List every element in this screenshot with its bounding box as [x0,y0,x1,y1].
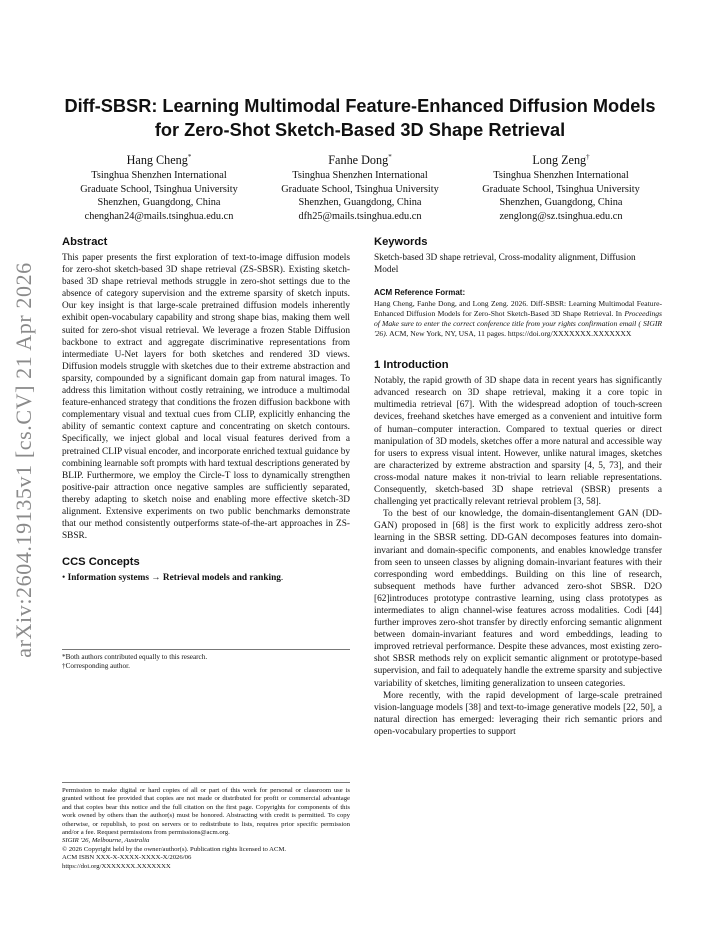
author-mark: * [187,153,192,161]
permission-block [62,782,350,871]
ccs-item-a: Information systems [67,573,149,584]
acm-reference-italic: Proceedings of Make sure to enter the correct conference title from your rights confirmation email ( SIGIR '26). [374,309,662,339]
arrow-icon: → [151,573,161,584]
author-email: dfh25@mails.tsinghua.edu.cn [298,210,422,222]
intro-paragraph-2: To the best of our knowledge, the domain-disentanglement GAN (DD-GAN) proposed in [68] is the first work to explicitly address zero-shot learning in the SBSR setting. DD-GAN decomposes features into domain-invariant and domain-specific components, and enables knowledge transfer from seen to unseen classes by aligning domain-invariant features with their corresponding word embeddings. Building on this line of research, subsequent methods have further advanced zero-shot SBSR. D2O [62]introduces prototype contrastive learning, using class prototypes as intermediates to align channel-wise features across modalities. Codi [44] further improves zero-shot transfer by directly enforcing semantic alignment between domain-invariant features and word embeddings, leading to improved retrieval performance. Despite these advances, most existing zero-shot SBSR methods rely on explicit semantic alignment or prototype-based supervision, and fail to adequately handle the extreme sparsity and subjective variability of sketches, limiting generalization to unseen categories. [374,509,662,689]
author-affiliation: Tsinghua Shenzhen International [292,170,428,182]
permission-text: Permission to make digital or hard copies of all or part of this work for personal or classroom use is granted without fee provided that copies are not made or distributed for profit or commercial advantage and that copies bear this notice and the full citation on the first page. Copyrights for components of this work owned by others than the author(s) must be honored. Abstracting with credit is permitted. To copy otherwise, or republish, to post on servers or to redistribute to lists, requires prior specific permission and/or a fee. Request permissions from permissions@acm.org. [62,787,350,837]
keywords-heading: Keywords [374,236,428,248]
author-mark: * [388,153,392,161]
arxiv-stamp-text: arXiv:2604.19135v1 [cs.CV] 21 Apr 2026 [11,262,36,658]
acm-reference-part-2: ACM, New York, NY, USA, 11 pages. https://doi.org/XXXXXXX.XXXXXXX [387,329,632,339]
abstract-text: This paper presents the first exploration of text-to-image diffusion models for zero-shot sketch-based 3D shape retrieval (ZS-SBSR). Existing sketch-based 3D shape retrieval methods struggle in zero-shot settings due to the absence of category supervision and the extreme sparsity of sketch inputs. Our key insight is that large-scale pretrained diffusion models inherently exhibit open-vocabulary capability and strong shape bias, making them well suited for zero-shot visual retrieval. We leverage a frozen Stable Diffusion backbone to extract and aggregate discriminative representations from intermediate U-Net layers for both sketches and rendered 3D views. Diffusion models struggle with sketches due to their extreme abstraction and sparsity, compounded by a significant domain gap from natural images. To address this limitation without costly retraining, we introduce a multimodal feature-enhanced strategy that conditions the frozen diffusion backbone with complementary visual and textual cues from CLIP, explicitly enhancing the ability of semantic context capture and concentrating on sketch contours. Specifically, we inject global and local visual features derived from a pretrained CLIP visual encoder, and incorporate enriched textual guidance by combining learnable soft prompts with hard textual descriptions generated by BLIP. Furthermore, we employ the Circle-T loss to dynamically strengthen positive-pair attraction once negative samples are sufficiently separated, thereby adapting to sketch noise and enabling more effective sketch-3D alignment. Extensive experiments on two public benchmarks demonstrate that our method consistently outperforms state-of-the-art approaches in ZS-SBSR. [62,253,350,542]
author-mark: † [586,153,590,161]
intro-paragraph-3: More recently, with the rapid development of large-scale pretrained vision-language models [38] and text-to-image generative models [22, 50], a natural direction has emerged: leveraging their rich semantic priors and open-vocabulary properties to support [374,690,662,737]
right-column [374,236,662,738]
doi-link[interactable]: https://doi.org/XXXXXXX.XXXXXXX [62,862,171,870]
acm-reference-part-1: Hang Cheng, Fanhe Dong, and Long Zeng. 2026. Diff-SBSR: Learning Multimodal Feature-Enhanced Diffusion Models for Zero-Shot Sketch-Based 3D Shape Retrieval. In [374,299,662,319]
left-column [62,236,350,584]
ccs-end: . [280,573,284,584]
arxiv-stamp [4,240,44,680]
footnote-corresponding: †Corresponding author. [62,662,130,671]
copyright-text: © 2026 Copyright held by the owner/author(s). Publication rights licensed to ACM. [62,845,287,853]
author-block [64,151,656,223]
author-email: zenglong@sz.tsinghua.edu.cn [499,210,623,222]
venue-text: SIGIR '26, Melbourne, Australia [62,837,150,845]
author-name: Long Zeng [532,153,587,168]
author-location: Shenzhen, Guangdong, China [298,197,422,209]
ccs-item-b: Retrieval models and ranking [162,573,281,584]
isbn-text: ACM ISBN XXX-X-XXXX-XXXX-X/2026/06 [62,854,192,862]
author-affiliation: Graduate School, Tsinghua University [80,183,238,195]
author-3 [466,151,656,223]
footnotes [62,649,350,671]
author-affiliation: Tsinghua Shenzhen International [91,170,227,182]
paper-title: Diff-SBSR: Learning Multimodal Feature-Enhanced Diffusion Models for Zero-Shot Sketch-Based 3D Shape Retrieval [64,96,656,140]
author-1 [64,151,254,223]
author-location: Shenzhen, Guangdong, China [499,197,623,209]
intro-paragraph-1: Notably, the rapid growth of 3D shape data in recent years has significantly advanced research on 3D shape retrieval, making it a core topic in multimedia retrieval [67]. With the widespread adoption of touch-screen devices, freehand sketches have emerged as a convenient and intuitive form of human–computer interaction. Compared to textual queries or direct manipulation of 3D models, sketches offer a more natural and accessible way for users to express visual intent. However, unlike natural images, sketches are characterized by extreme abstraction and sparsity [4, 5, 73], and their cross-modal nature makes it non-trivial to learn reliable representations. Consequently, sketch-based 3D shape retrieval (SBSR) presents a challenging yet practically relevant retrieval problem [3, 58]. [374,376,662,508]
author-2 [265,151,455,223]
ccs-heading: CCS Concepts [62,556,140,569]
author-name: Fanhe Dong [328,153,389,168]
abstract-heading: Abstract [62,236,108,248]
author-affiliation: Tsinghua Shenzhen International [493,170,629,182]
author-affiliation: Graduate School, Tsinghua University [482,183,640,195]
ccs-bullet: • [62,573,66,584]
author-name: Hang Cheng [126,153,188,168]
acm-reference-text [374,299,662,339]
author-affiliation: Graduate School, Tsinghua University [281,183,439,195]
footnote-equal-contribution: *Both authors contributed equally to this research. [62,653,208,661]
ccs-concepts [62,572,350,584]
author-email: chenghan24@mails.tsinghua.edu.cn [84,210,234,222]
author-location: Shenzhen, Guangdong, China [97,197,221,209]
acm-reference-heading: ACM Reference Format: [374,288,466,298]
keywords-text: Sketch-based 3D shape retrieval, Cross-modality alignment, Diffusion Model [374,253,636,276]
introduction-heading: 1 Introduction [374,359,449,372]
